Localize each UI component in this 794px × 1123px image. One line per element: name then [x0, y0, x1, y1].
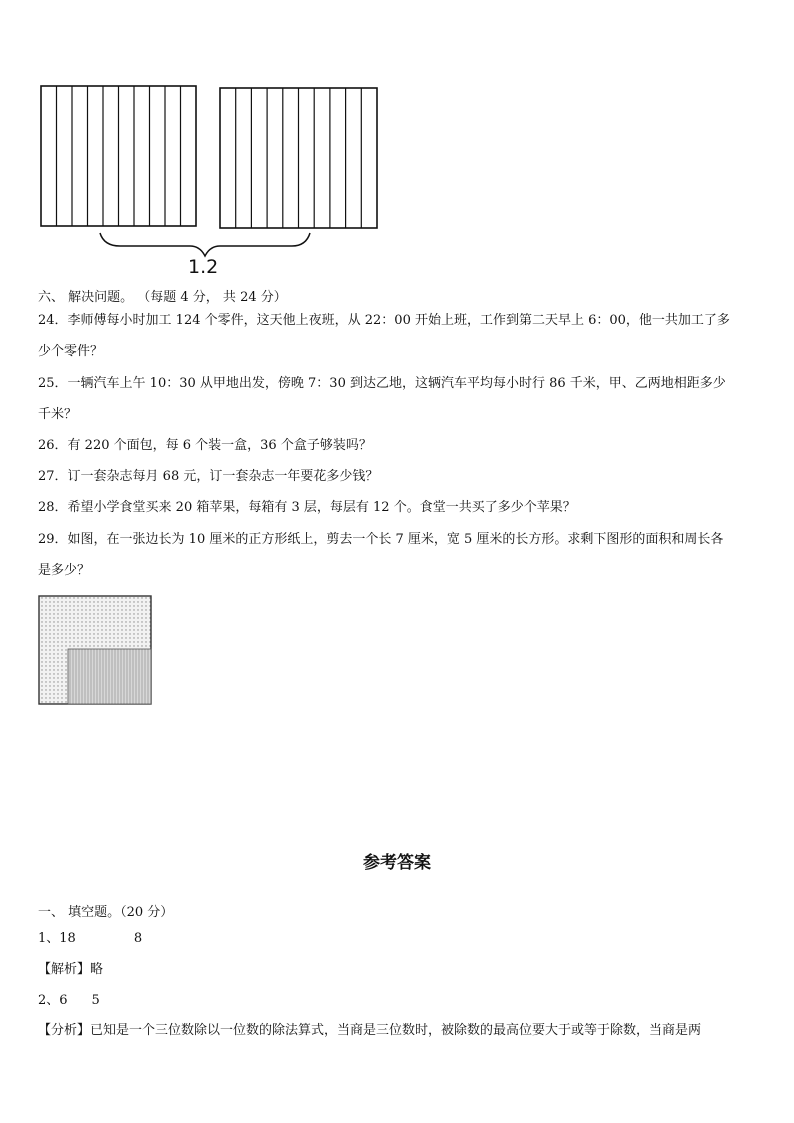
square-paper-figure	[36, 592, 156, 712]
question-26	[38, 430, 760, 461]
answer-1	[38, 927, 142, 946]
question-29-line1: 29．如图，在一张边长为 10 厘米的正方形纸上，剪去一个长 7 厘米，宽 5 厘米的长方形。求剩下图形的面积和周长各	[38, 532, 724, 547]
cut-rectangle	[68, 649, 151, 704]
question-28	[38, 492, 760, 523]
section-heading-6: 六、 解决问题。 （每题 4 分， 共 24 分）	[38, 290, 287, 305]
striped-rectangles-figure	[0, 0, 794, 260]
question-27	[38, 461, 760, 492]
question-25-line2: 千米？	[38, 407, 78, 422]
answer-2-val2: 5	[91, 993, 100, 1008]
answer-section-1: 一、 填空题。（20 分）	[38, 905, 174, 920]
left-stripes	[57, 86, 181, 226]
question-24-line2: 少个零件？	[38, 344, 104, 359]
answer-1-num: 1、18	[38, 931, 76, 946]
question-28-line1: 28．希望小学食堂买来 20 箱苹果，每箱有 3 层，每层有 12 个。食堂一共买了多少个苹果？	[38, 500, 576, 515]
answer-2-num: 2、6	[38, 993, 68, 1008]
question-27-line1: 27．订一套杂志每月 68 元，订一套杂志一年要花多少钱？	[38, 469, 379, 484]
answer-2	[38, 989, 100, 1008]
question-25	[38, 368, 760, 430]
answer-key-title: 参考答案	[363, 853, 431, 873]
answer-1-analysis: 【解析】略	[38, 962, 104, 977]
question-24	[38, 305, 760, 367]
question-29-line2: 是多少？	[38, 563, 91, 578]
question-25-line1: 25．一辆汽车上午 10：30 从甲地出发，傍晚 7：30 到达乙地，这辆汽车平均每小时行 86 千米，甲、乙两地相距多少	[38, 376, 726, 391]
question-24-line1: 24．李师傅每小时加工 124 个零件，这天他上夜班，从 22：00 开始上班，工作到第二天早上 6：00，他一共加工了多	[38, 313, 730, 328]
brace-label: 1.2	[188, 256, 219, 278]
question-26-line1: 26．有 220 个面包，每 6 个装一盒，36 个盒子够装吗？	[38, 438, 372, 453]
question-29	[38, 524, 760, 586]
answer-1-val2: 8	[133, 931, 143, 946]
right-stripes	[236, 88, 362, 228]
brace	[100, 233, 310, 256]
answer-2-analysis: 【分析】已知是一个三位数除以一位数的除法算式，当商是三位数时，被除数的最高位要大于或等于除数，当商是两	[38, 1023, 702, 1038]
